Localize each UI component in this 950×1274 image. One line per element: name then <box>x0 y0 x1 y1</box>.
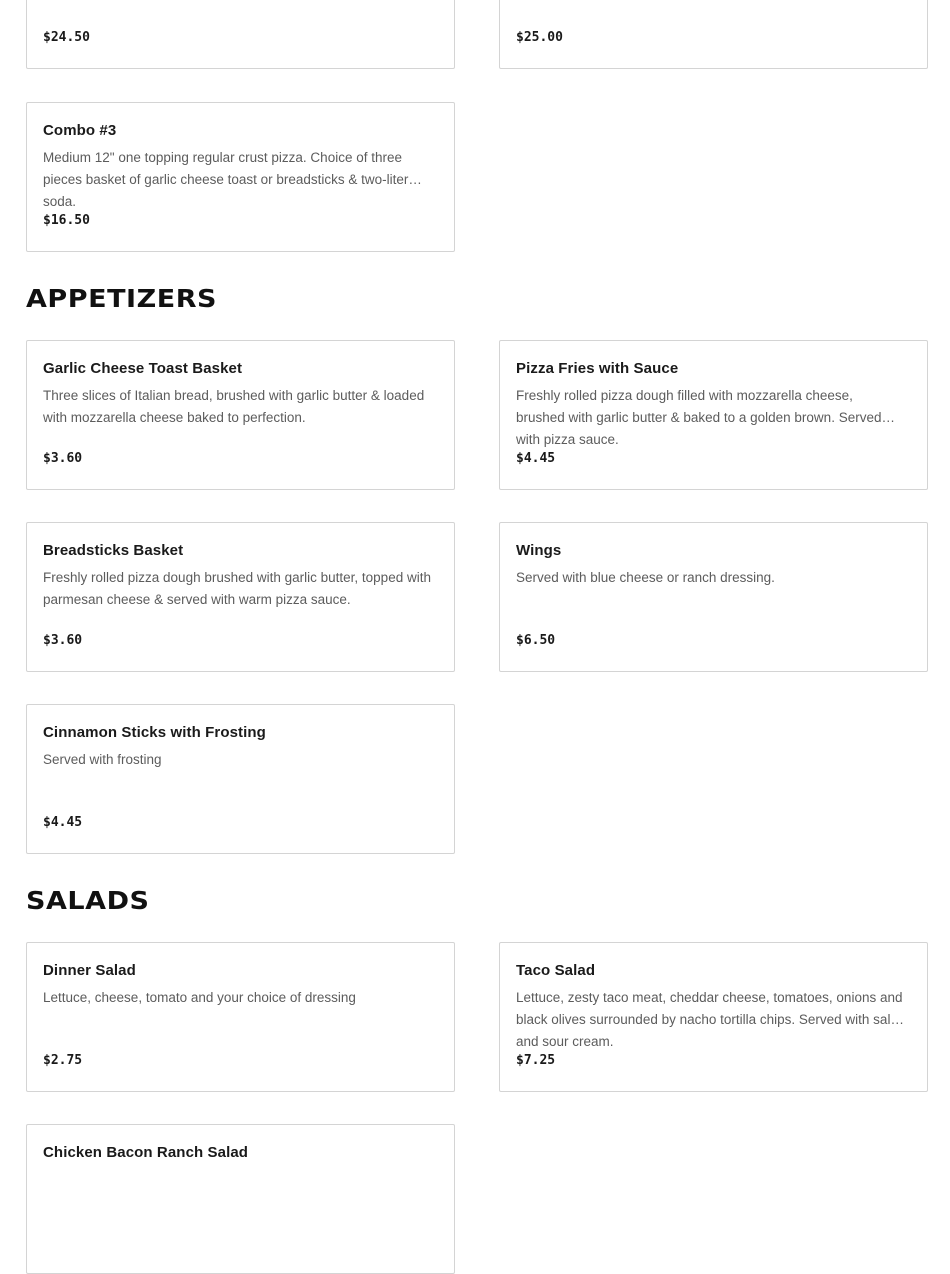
menu-item-name: Chicken Bacon Ranch Salad <box>43 1144 249 1161</box>
menu-item-name: Taco Salad <box>516 962 596 979</box>
menu-item-name: Cinnamon Sticks with Frosting <box>43 724 266 741</box>
menu-item-name: Garlic Cheese Toast Basket <box>43 360 243 377</box>
menu-item-card[interactable] <box>499 340 928 490</box>
menu-item-description: Medium 12" one topping regular crust pizza. Choice of three pieces basket of garlic cheese toast or breadsticks & two-liter soda. <box>43 150 409 209</box>
menu-item-card[interactable] <box>499 0 928 69</box>
menu-item-name: Combo #3 <box>43 122 117 139</box>
menu-item-description: Freshly rolled pizza dough filled with mozzarella cheese, brushed with garlic butter & baked to a golden brown. Served with pizza sauce. <box>516 388 882 447</box>
menu-item-price: $4.45 <box>516 451 556 466</box>
menu-item-card[interactable] <box>499 942 928 1092</box>
menu-item-description: Three slices of Italian bread, brushed with garlic butter & loaded with mozzarella cheese baked to perfection. <box>43 388 425 425</box>
section-title-salads: SALADS <box>26 886 150 915</box>
menu-item-card[interactable] <box>26 942 455 1092</box>
menu-item-card[interactable] <box>26 0 455 69</box>
menu-item-price: $24.50 <box>43 30 90 45</box>
menu-item-card[interactable] <box>26 1124 455 1274</box>
menu-item-name: Breadsticks Basket <box>43 542 184 559</box>
menu-item-price: $7.25 <box>516 1053 556 1068</box>
menu-item-name: Wings <box>516 542 562 559</box>
menu-item-card[interactable] <box>26 704 455 854</box>
menu-item-price: $3.60 <box>43 451 83 466</box>
menu-item-card[interactable] <box>26 102 455 252</box>
menu-item-description: Served with frosting <box>43 752 162 767</box>
menu-item-description: Freshly rolled pizza dough brushed with garlic butter, topped with parmesan cheese & served with warm pizza sauce. <box>43 570 431 607</box>
section-title-appetizers: APPETIZERS <box>26 284 218 313</box>
menu-item-name: Pizza Fries with Sauce <box>516 360 679 377</box>
menu-item-price: $16.50 <box>43 213 90 228</box>
menu-item-card[interactable] <box>26 522 455 672</box>
menu-item-description: Served with blue cheese or ranch dressing. <box>516 570 775 585</box>
menu-item-price: $6.50 <box>516 633 556 648</box>
menu-item-description: Lettuce, zesty taco meat, cheddar cheese, tomatoes, onions and black olives surrounded by nacho tortilla chips. Served with salsa and sour cream. <box>516 990 905 1049</box>
menu-item-price: $2.75 <box>43 1053 83 1068</box>
menu-item-card[interactable] <box>499 522 928 672</box>
menu-item-price: $3.60 <box>43 633 83 648</box>
menu-item-description: Lettuce, cheese, tomato and your choice of dressing <box>43 990 356 1005</box>
menu-item-card[interactable] <box>26 340 455 490</box>
menu-item-price: $4.45 <box>43 815 83 830</box>
menu-item-price: $25.00 <box>516 30 563 45</box>
menu-item-name: Dinner Salad <box>43 962 136 979</box>
